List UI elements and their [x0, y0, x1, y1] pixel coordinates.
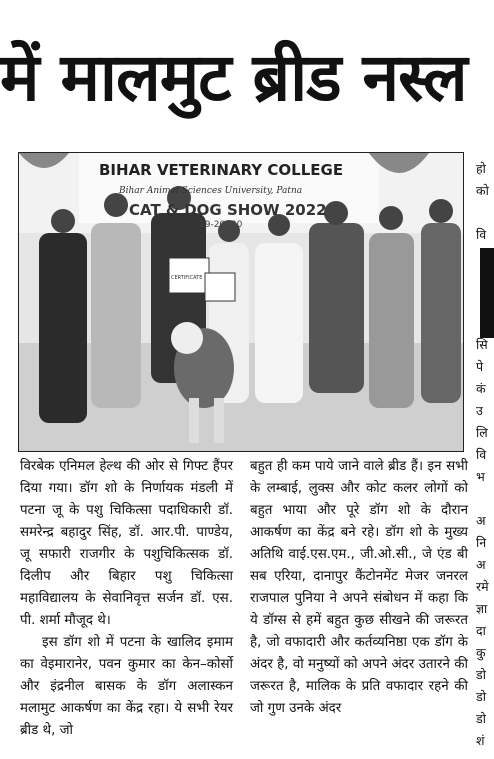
banner-title: BIHAR VETERINARY COLLEGE	[99, 161, 344, 179]
right-edge-fragment: डो	[476, 711, 486, 726]
right-edge-fragment: लि	[476, 425, 488, 440]
right-edge-fragment: पे	[476, 359, 484, 374]
right-edge-fragment: अ	[476, 557, 486, 572]
right-edge-fragment: दा	[476, 623, 486, 638]
right-edge-fragment: कं	[476, 381, 486, 396]
right-edge-fragment: ज्ञा	[476, 601, 488, 616]
right-edge-fragment: भ	[476, 469, 485, 484]
right-edge-fragment: हो	[476, 161, 486, 176]
certificate-text: CERTIFICATE	[171, 275, 203, 281]
right-edge-fragment: को	[476, 183, 489, 198]
news-photo	[18, 152, 464, 452]
right-paragraph-1: बहुत ही कम पाये जाने वाले ब्रीड हैं। इन सभी के लम्बाई, लुक्स और कोट कलर लोगों को बहुत भाया और पूरे डॉग शो के दौरान आकर्षण का केंद्र बने रहे। डॉग शो के मुख्य अतिथि वाई.एस.एम., जी.ओ.सी., जे एंड बी सब एरिया, दानापुर कैंटोनमेंट मेजर जनरल राजपाल पुनिया ने अपने संबोधन में कहा कि ये डॉग्स से हमें बहुत कुछ सीखने की जरूरत है, जो वफादारी और कर्तव्यनिष्ठा एक डॉग के अंदर है, वो मनुष्यों को अपने अंदर उतारने की जरूरत है, मालिक के प्रति वफादार रहने की जो गुण उनके अंदर	[250, 459, 468, 716]
right-edge-fragment: शं	[476, 733, 485, 748]
right-edge-fragment: वि	[476, 227, 487, 242]
left-paragraph-1: विरबेक एनिमल हेल्थ की ओर से गिफ्ट हैंपर दिया गया। डॉग शो के निर्णायक मंडली में पटना जू के पशु चिकित्सा पदाधिकारी डॉ. समरेन्द्र बहादुर सिंह, डॉ. आर.पी. पाण्डेय, जू सफारी राजगीर के पशुचिकित्सक डॉ. दिलीप और बिहार पशु चिकित्सा महाविद्यालय के सेवानिवृत्त सर्जन डॉ. एस. पी. शर्मा मौजूद थे।	[20, 459, 233, 628]
right-edge-fragment: वि	[476, 447, 487, 462]
photo-illustration	[19, 153, 463, 451]
right-edge-fragment: सि	[476, 337, 488, 352]
right-edge-fragment: उ	[476, 403, 483, 418]
right-edge-fragment: रमे	[476, 579, 489, 594]
banner-show: CAT & DOG SHOW 2022	[129, 201, 327, 219]
sidebar-dark-box	[480, 248, 494, 338]
article-column-right	[250, 456, 468, 720]
left-paragraph-2: इस डॉग शो में पटना के खालिद इमाम का वेइमारानेर, पवन कुमार का केन–कोर्सो और इंद्रनील बासक के डॉग अलास्कन मलामुट आकर्षण का केंद्र रहा। ये सभी रेयर ब्रीड थे, जो	[20, 635, 233, 738]
right-edge-fragment: डो	[476, 689, 486, 704]
banner-subtitle: Bihar Animal Sciences University, Patna	[119, 186, 303, 196]
headline: में मालमुट ब्रीड नस्ल	[0, 39, 467, 116]
right-edge-fragment: कु	[476, 645, 486, 660]
banner-date: 19-20, 20	[199, 220, 243, 230]
article-column-left	[20, 456, 233, 742]
right-edge-fragment: नि	[476, 535, 487, 550]
right-edge-fragment: अ	[476, 513, 486, 528]
right-edge-fragment: डो	[476, 667, 486, 682]
